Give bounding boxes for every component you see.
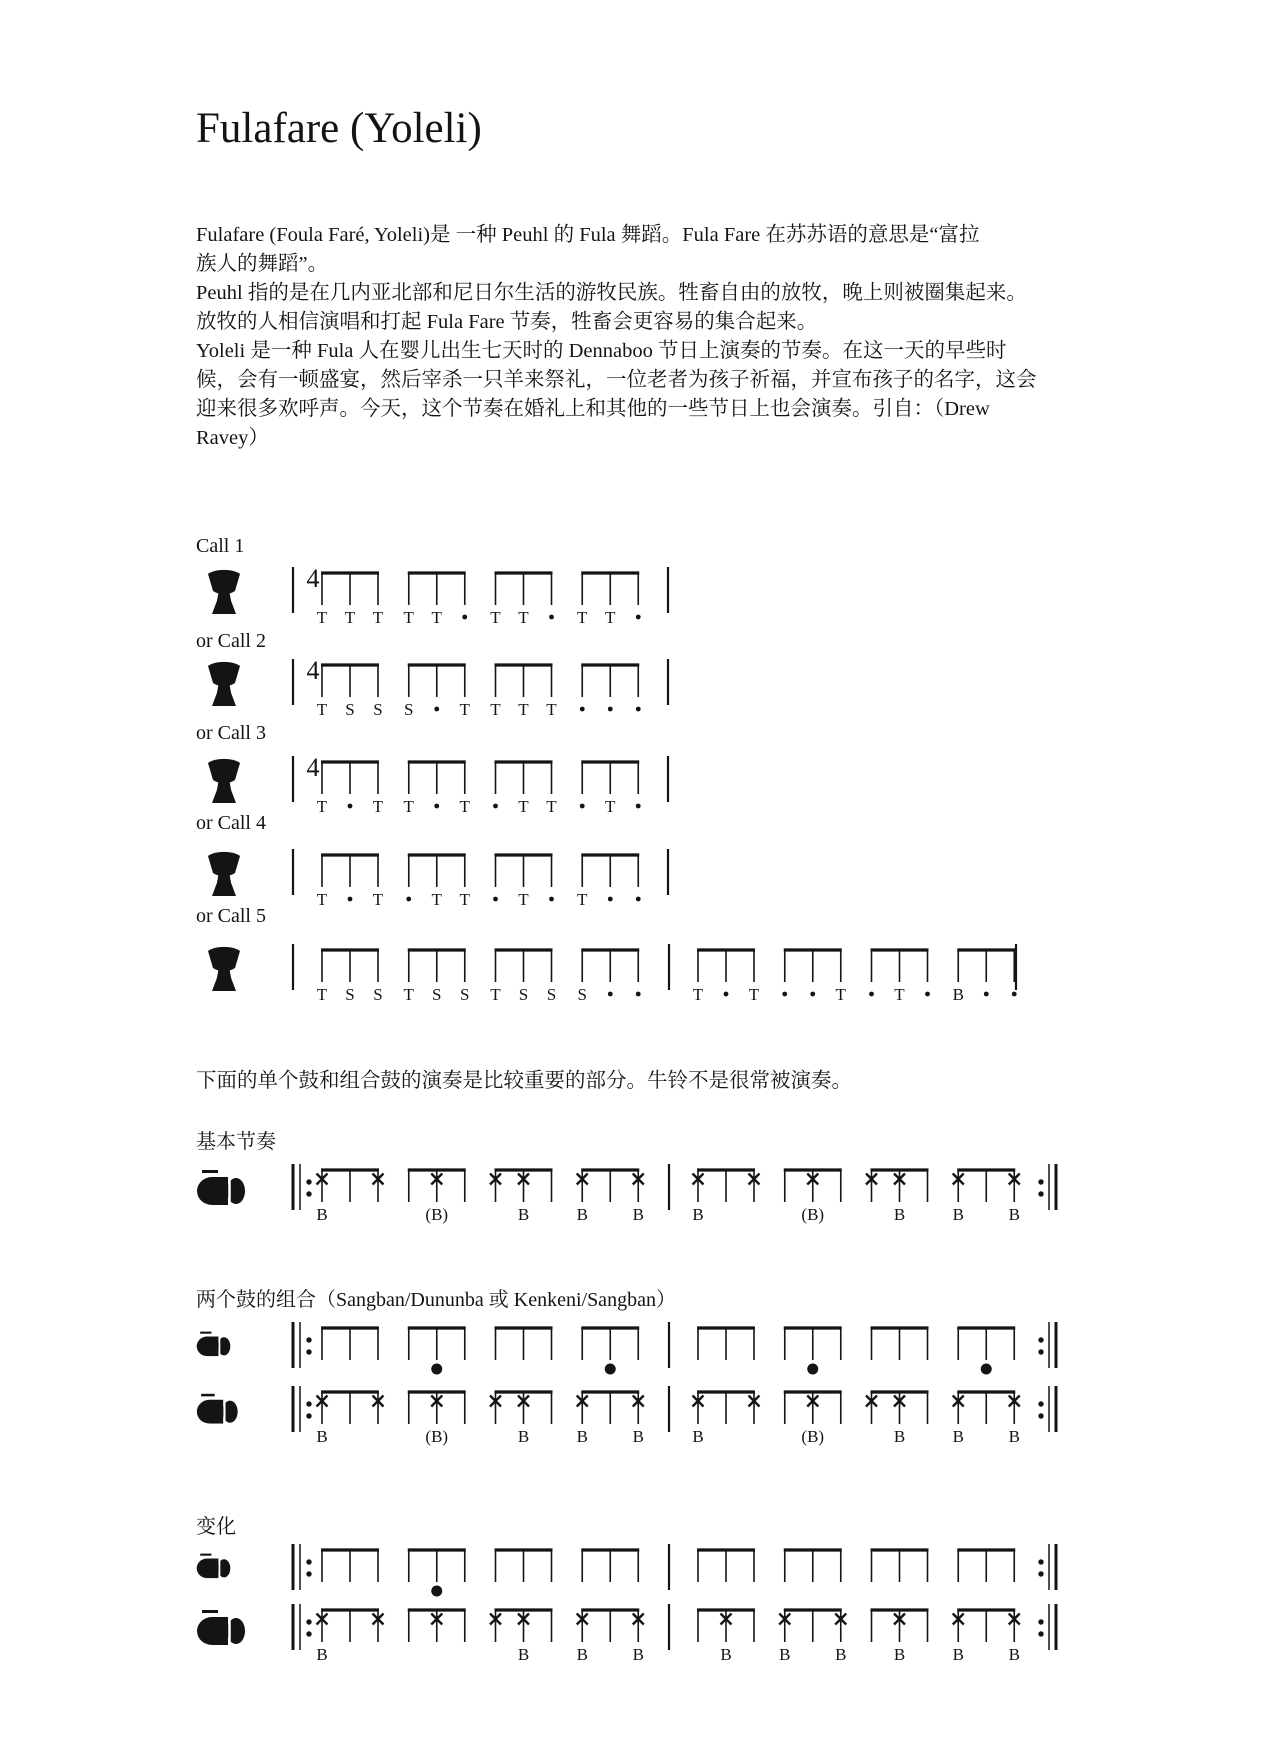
beat-group (408, 1550, 466, 1597)
beat-group (490, 1392, 553, 1446)
rest-dot (434, 707, 439, 712)
beat-group (321, 1550, 379, 1582)
stroke-letter: S (518, 985, 529, 1004)
beat-group (490, 1610, 553, 1664)
stroke-letter: T (431, 890, 442, 909)
call-1-notation (196, 563, 1076, 635)
stroke-letter: T (518, 797, 529, 816)
stroke-letter: T (316, 890, 328, 909)
intro-line: 候，会有一顿盛宴，然后宰杀一只羊来祭礼，一位老者为孩子祈福，并宣布孩子的名字，这会 (196, 369, 1037, 391)
stroke-letter: B (1008, 1427, 1020, 1446)
beat-group (578, 950, 641, 1004)
rest-dot (724, 992, 729, 997)
muted-hit-dot (981, 1364, 992, 1375)
beat-group (490, 950, 556, 1004)
rest-dot (549, 897, 554, 902)
stroke-letter: S (432, 985, 442, 1004)
stroke-letter: S (546, 985, 557, 1004)
beat-group (577, 855, 641, 909)
beat-group (406, 855, 470, 909)
rest-dot (348, 804, 353, 809)
dunun-icon (197, 1332, 231, 1357)
begin-repeat-dot (306, 1337, 311, 1342)
stroke-letter: B (316, 1205, 328, 1224)
stroke-letter: B (1008, 1205, 1020, 1224)
call-4-notation (196, 845, 1076, 917)
stroke-letter: S (404, 700, 414, 719)
beat-group (779, 1610, 846, 1664)
dunun-icon (197, 1610, 245, 1646)
end-repeat-dot (1038, 1337, 1043, 1342)
stroke-letter: S (373, 700, 383, 719)
stroke-letter: T (403, 985, 414, 1004)
call-3-label: or Call 3 (196, 722, 266, 744)
beat-group (869, 950, 930, 1004)
begin-repeat-dot (306, 1349, 311, 1354)
beat-group (577, 573, 641, 627)
stroke-letter: T (692, 985, 704, 1004)
rest-dot (608, 992, 613, 997)
beat-group (697, 1610, 755, 1664)
stroke-letter: B (517, 1645, 530, 1664)
stroke-letter: B (893, 1205, 906, 1224)
stroke-letter: S (460, 985, 470, 1004)
rest-dot (636, 897, 641, 902)
stroke-letter: T (546, 797, 557, 816)
stroke-letter: T (403, 608, 414, 627)
beat-group (495, 1550, 553, 1582)
beat-group (316, 1170, 383, 1224)
stroke-letter: B (952, 1645, 964, 1664)
call-5-notation (196, 940, 1076, 1012)
beat-group (697, 1550, 755, 1582)
stroke-letter: T (372, 797, 384, 816)
begin-repeat-dot (306, 1401, 311, 1406)
stroke-letter: T (490, 700, 501, 719)
beat-group (782, 950, 846, 1004)
stroke-letter: T (577, 890, 588, 909)
stroke-letter: B (952, 985, 964, 1004)
stroke-letter: T (835, 985, 846, 1004)
begin-repeat-dot (306, 1619, 311, 1624)
stroke-letter: T (344, 608, 356, 627)
stroke-letter: B (893, 1645, 906, 1664)
intro-line: 迎来很多欢呼声。今天，这个节奏在婚礼上和其他的一些节日上也会演奏。引自：（Drew (196, 398, 990, 420)
end-repeat-dot (1038, 1559, 1043, 1564)
beat-group (404, 950, 470, 1004)
stroke-letter: T (372, 608, 384, 627)
stroke-letter: B (779, 1645, 791, 1664)
time-signature: 4 (306, 656, 320, 685)
stroke-letter: S (373, 985, 383, 1004)
stroke-letter: T (316, 797, 328, 816)
end-repeat-dot (1038, 1349, 1043, 1354)
beat-group (317, 855, 384, 909)
beat-group (490, 665, 557, 719)
end-repeat-dot (1038, 1619, 1043, 1624)
dunun-icon (197, 1170, 245, 1206)
beat-group (404, 573, 468, 627)
stroke-letter: T (518, 890, 529, 909)
end-repeat-dot (1038, 1179, 1043, 1184)
call-5-label: or Call 5 (196, 905, 266, 927)
begin-repeat-dot (306, 1191, 311, 1196)
stroke-letter: T (518, 700, 529, 719)
beat-group (490, 573, 554, 627)
rest-dot (810, 992, 815, 997)
dunun-icon (197, 1394, 238, 1425)
muted-hit-dot (605, 1364, 616, 1375)
rest-dot (636, 804, 641, 809)
stroke-letter: B (517, 1427, 530, 1446)
combo-line-1-notation (196, 1318, 1076, 1390)
djembe-icon (208, 570, 240, 614)
begin-repeat-dot (306, 1571, 311, 1576)
beat-group (493, 762, 557, 816)
stroke-letter: S (577, 985, 587, 1004)
stroke-letter: B (576, 1645, 588, 1664)
stroke-letter: T (577, 608, 588, 627)
page-title: Fulafare (Yoleli) (196, 105, 482, 152)
stroke-letter: B (576, 1427, 588, 1446)
stroke-letter: T (316, 985, 328, 1004)
stroke-letter: B (316, 1427, 328, 1446)
begin-repeat-dot (306, 1413, 311, 1418)
stroke-letter: B (632, 1427, 644, 1446)
beat-group (317, 665, 383, 719)
rest-dot (636, 992, 641, 997)
intro-line: Ravey） (196, 427, 269, 449)
stroke-letter: (B) (425, 1427, 449, 1446)
rest-dot (984, 992, 989, 997)
rest-dot (782, 992, 787, 997)
rest-dot (608, 897, 613, 902)
rest-dot (493, 897, 498, 902)
beat-group (953, 1392, 1020, 1446)
rest-dot (608, 707, 613, 712)
begin-repeat-dot (306, 1631, 311, 1636)
stroke-letter: T (372, 890, 384, 909)
intro-line: Peuhl 指的是在几内亚北部和尼日尔生活的游牧民族。牲畜自由的放牧，晚上则被圈集起来。 (196, 282, 1027, 304)
beat-group (577, 1170, 644, 1224)
intro-line: 族人的舞蹈”。 (196, 253, 329, 275)
rest-dot (434, 804, 439, 809)
beat-group (692, 1170, 759, 1224)
rest-dot (636, 707, 641, 712)
rest-dot (580, 707, 585, 712)
beat-group (871, 1328, 929, 1360)
beat-group (953, 1170, 1020, 1224)
end-repeat-dot (1038, 1631, 1043, 1636)
beat-group (408, 1328, 466, 1375)
beat-group (404, 665, 471, 719)
body-note: 下面的单个鼓和组合鼓的演奏是比较重要的部分。牛铃不是很常被演奏。 (196, 1070, 852, 1092)
section-variation-heading: 变化 (196, 1516, 236, 1538)
stroke-letter: (B) (425, 1205, 449, 1224)
end-repeat-dot (1038, 1401, 1043, 1406)
beat-group (577, 1392, 644, 1446)
beat-group (784, 1328, 842, 1375)
stroke-letter: B (517, 1205, 530, 1224)
time-signature: 4 (306, 564, 320, 593)
beat-group (408, 1392, 466, 1446)
muted-hit-dot (431, 1364, 442, 1375)
beat-group (784, 1392, 842, 1446)
stroke-letter: B (893, 1427, 906, 1446)
beat-group (693, 950, 760, 1004)
beat-group (957, 1550, 1015, 1582)
dunun-icon (197, 1554, 231, 1579)
beat-group (580, 762, 641, 816)
stroke-letter: T (459, 890, 470, 909)
intro-paragraph (196, 221, 1037, 453)
beat-group (957, 1328, 1015, 1375)
rest-dot (580, 804, 585, 809)
begin-repeat-dot (306, 1559, 311, 1564)
stroke-letter: T (431, 608, 442, 627)
stroke-letter: B (576, 1205, 588, 1224)
beat-group (784, 1170, 842, 1224)
stroke-letter: T (605, 608, 616, 627)
stroke-letter: T (316, 608, 328, 627)
stroke-letter: B (316, 1645, 328, 1664)
rest-dot (348, 897, 353, 902)
stroke-letter: S (345, 700, 355, 719)
beat-group (697, 1328, 755, 1360)
beat-group (317, 762, 384, 816)
rest-dot (1012, 992, 1017, 997)
beat-group (581, 1328, 639, 1375)
beat-group (577, 1610, 644, 1664)
stroke-letter: T (894, 985, 905, 1004)
stroke-letter: B (720, 1645, 732, 1664)
stroke-letter: B (632, 1205, 644, 1224)
beat-group (953, 1610, 1020, 1664)
beat-group (871, 1610, 929, 1664)
stroke-letter: T (403, 797, 414, 816)
stroke-letter: T (316, 700, 328, 719)
rest-dot (636, 615, 641, 620)
stroke-letter: B (692, 1427, 704, 1446)
stroke-letter: T (546, 700, 557, 719)
variation-line-2-notation (196, 1600, 1076, 1672)
djembe-icon (208, 947, 240, 991)
beat-group (580, 665, 641, 711)
djembe-icon (208, 662, 240, 706)
beat-group (316, 1392, 383, 1446)
djembe-icon (208, 759, 240, 803)
stroke-letter: T (459, 797, 470, 816)
rest-dot (462, 615, 467, 620)
call-2-notation (196, 655, 1076, 727)
beat-group (317, 950, 383, 1004)
beat-group (404, 762, 471, 816)
begin-repeat-dot (306, 1179, 311, 1184)
stroke-letter: B (952, 1427, 964, 1446)
muted-hit-dot (807, 1364, 818, 1375)
rest-dot (493, 804, 498, 809)
combo-line-2-notation (196, 1382, 1076, 1454)
stroke-letter: T (605, 797, 616, 816)
beat-group (317, 573, 384, 627)
beat-group (866, 1170, 929, 1224)
rest-dot (869, 992, 874, 997)
basic-rhythm-notation (196, 1160, 1076, 1232)
beat-group (784, 1550, 842, 1582)
beat-group (495, 1328, 553, 1360)
stroke-letter: (B) (801, 1427, 825, 1446)
stroke-letter: (B) (801, 1205, 825, 1224)
call-4-label: or Call 4 (196, 812, 266, 834)
beat-group (490, 1170, 553, 1224)
beat-group (321, 1328, 379, 1360)
djembe-icon (208, 852, 240, 896)
rest-dot (549, 615, 554, 620)
beat-group (581, 1550, 639, 1582)
beat-group (493, 855, 554, 909)
stroke-letter: B (952, 1205, 964, 1224)
beat-group (692, 1392, 759, 1446)
call-1-label: Call 1 (196, 535, 245, 557)
rest-dot (925, 992, 930, 997)
beat-group (408, 1170, 466, 1224)
rest-dot (406, 897, 411, 902)
beat-group (316, 1610, 383, 1664)
beat-group (953, 950, 1017, 1004)
stroke-letter: T (459, 700, 470, 719)
end-repeat-dot (1038, 1413, 1043, 1418)
stroke-letter: B (632, 1645, 644, 1664)
stroke-letter: T (518, 608, 529, 627)
end-repeat-dot (1038, 1571, 1043, 1576)
section-basic-heading: 基本节奏 (196, 1131, 276, 1153)
stroke-letter: B (1008, 1645, 1020, 1664)
intro-line: Fulafare (Foula Faré, Yoleli)是 一种 Peuhl 的 Fula 舞蹈。Fula Fare 在苏苏语的意思是“富拉 (196, 224, 980, 246)
stroke-letter: T (748, 985, 760, 1004)
stroke-letter: B (692, 1205, 704, 1224)
end-repeat-dot (1038, 1191, 1043, 1196)
beat-group (866, 1392, 929, 1446)
call-2-label: or Call 2 (196, 630, 266, 652)
intro-line: Yoleli 是一种 Fula 人在婴儿出生七天时的 Dennaboo 节日上演奏的节奏。在这一天的早些时 (196, 340, 1007, 362)
call-3-notation (196, 752, 1076, 824)
time-signature: 4 (306, 753, 320, 782)
section-combo-heading: 两个鼓的组合（Sangban/Dununba 或 Kenkeni/Sangban） (196, 1289, 676, 1311)
stroke-letter: T (490, 985, 501, 1004)
stroke-letter: T (490, 608, 501, 627)
beat-group (408, 1610, 466, 1642)
muted-hit-dot (431, 1586, 442, 1597)
intro-line: 放牧的人相信演唱和打起 Fula Fare 节奏，牲畜会更容易的集合起来。 (196, 311, 818, 333)
beat-group (871, 1550, 929, 1582)
stroke-letter: B (835, 1645, 847, 1664)
stroke-letter: S (345, 985, 355, 1004)
